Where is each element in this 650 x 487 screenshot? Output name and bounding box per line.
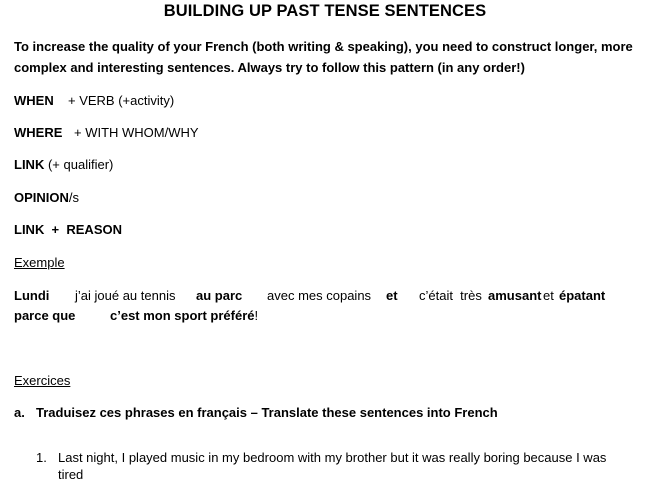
example-amusant: amusant <box>488 288 542 303</box>
example-sport: c’est mon sport préféré <box>110 308 255 323</box>
pattern-when-extra: + VERB (+activity) <box>68 93 175 108</box>
pattern-opinion: OPINION <box>14 190 69 205</box>
example-et-2: et <box>543 288 554 303</box>
pattern-when: WHEN <box>14 93 54 108</box>
item-1-line-1: Last night, I played music in my bedroom with my brother but it was really boring because I was <box>58 450 607 465</box>
example-jai-joue: j’ai joué au tennis <box>75 288 176 303</box>
example-parce-que: parce que <box>14 308 76 323</box>
item-1-number: 1. <box>36 450 47 465</box>
pattern-where-extra: + WITH WHOM/WHY <box>74 125 199 140</box>
pattern-opinion-row <box>14 190 79 205</box>
example-epatant: épatant <box>559 288 606 303</box>
pattern-link-extra: (+ qualifier) <box>47 157 114 172</box>
intro-line-1: To increase the quality of your French (both writing & speaking), you need to construct longer, more <box>14 39 633 54</box>
item-1-line-2: tired <box>58 467 84 482</box>
example-lundi: Lundi <box>14 288 50 303</box>
exercises-heading: Exercices <box>14 373 71 388</box>
pattern-opinion-extra: /s <box>68 190 80 205</box>
pattern-link: LINK <box>14 157 45 172</box>
pattern-where: WHERE <box>14 125 63 140</box>
page-title: BUILDING UP PAST TENSE SENTENCES <box>163 2 487 20</box>
example-sport-row <box>110 308 258 323</box>
example-avec: avec mes copains <box>267 288 372 303</box>
pattern-link-reason: LINK + REASON <box>14 222 122 237</box>
task-text: Traduisez ces phrases en français – Translate these sentences into French <box>36 405 498 420</box>
task-letter: a. <box>14 405 25 420</box>
example-et-1: et <box>386 288 398 303</box>
example-heading: Exemple <box>14 255 65 270</box>
intro-line-2: complex and interesting sentences. Always try to follow this pattern (in any order!) <box>14 60 525 75</box>
example-exclamation: ! <box>254 308 259 323</box>
pattern-link-row <box>14 157 113 172</box>
example-au-parc: au parc <box>196 288 243 303</box>
example-cetait: c’était très <box>419 288 482 303</box>
